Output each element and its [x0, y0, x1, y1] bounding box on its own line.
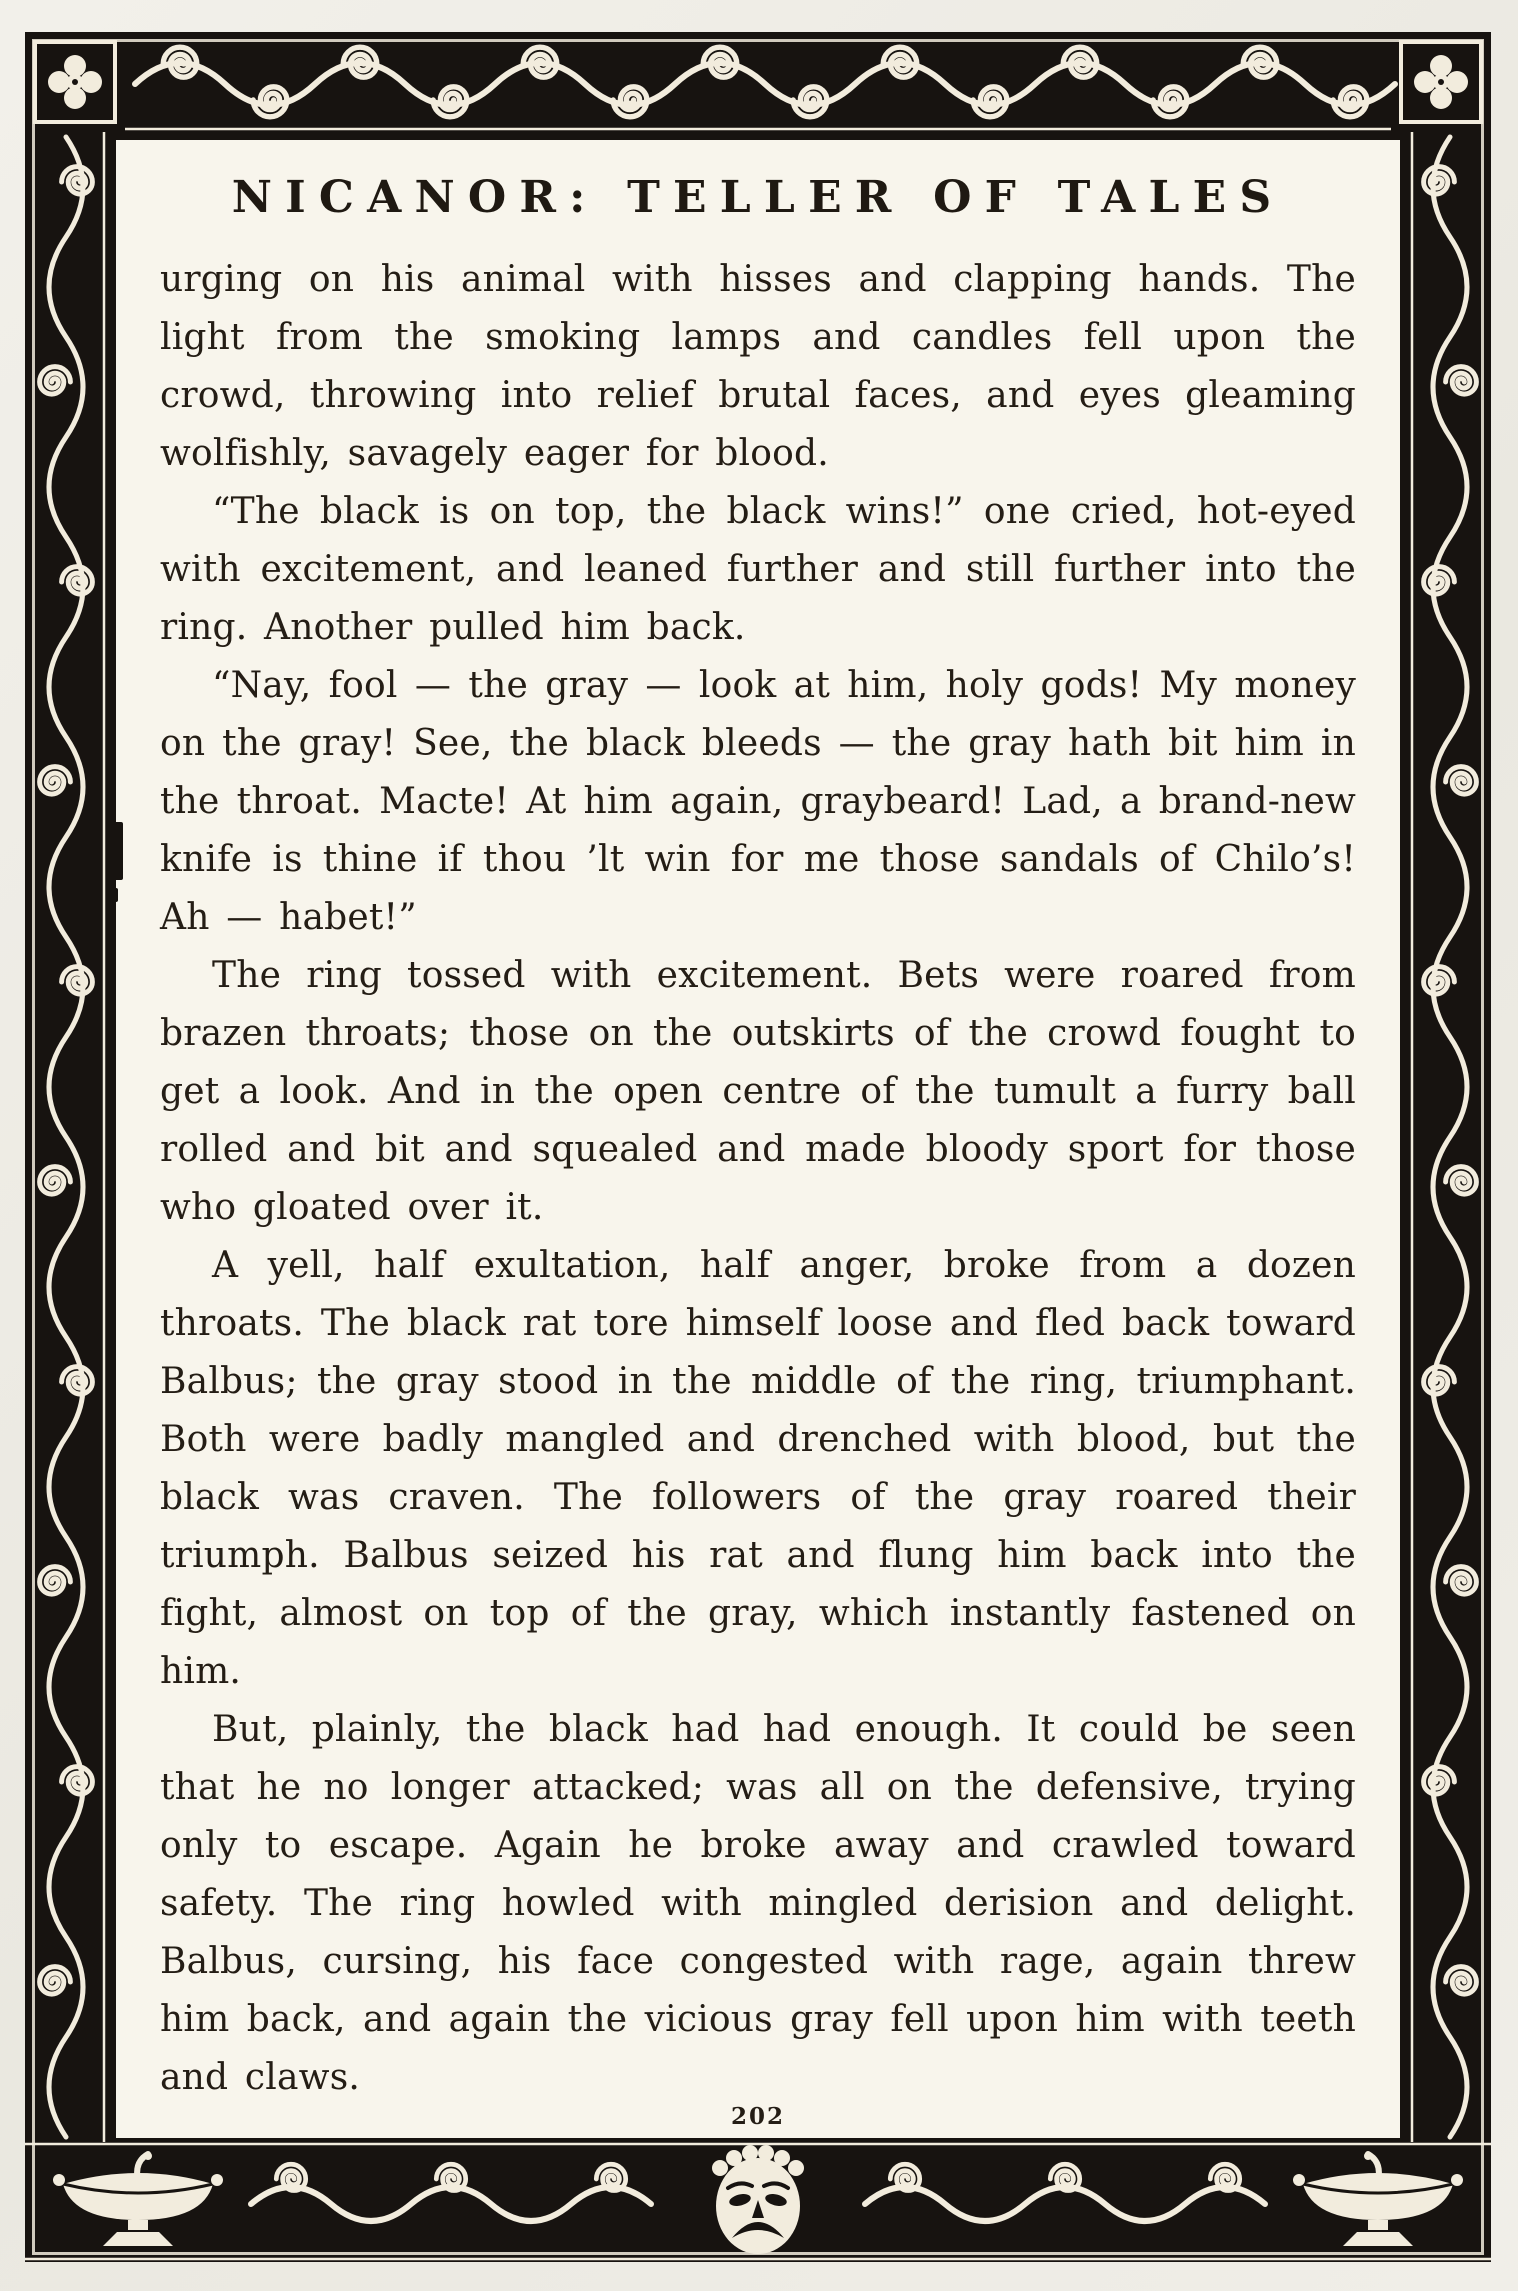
oil-lamp-icon	[53, 2152, 223, 2246]
tragic-mask-icon	[712, 2145, 804, 2254]
paragraph: A yell, half exultation, half anger, broke from a dozen throats. The black rat tore himself loose and fled back toward Balbus; the gray stood in the middle of the ring, triumphant. Both were badly mangled and drenched with blood, but the black was craven. The followers of the gray roared their triumph. Balbus seized his rat and flung him back into the fight, almost on top of the gray, which instantly fastened on him.	[160, 1245, 1356, 1692]
paragraph: “Nay, fool — the gray — look at him, holy gods! My money on the gray! See, the black bleeds — the gray hath bit him in the throat. Macte! At him again, graybeard! Lad, a brand-new knife is thine if thou ’lt win for me those sandals of Chilo’s! Ah — habet!”	[160, 665, 1356, 938]
ink-smudge	[109, 888, 118, 902]
oil-lamp-icon	[1293, 2152, 1463, 2246]
text-panel	[116, 140, 1400, 2138]
paragraph: “The black is on top, the black wins!” one cried, hot-eyed with excitement, and leaned further and still further into the ring. Another pulled him back.	[160, 491, 1356, 648]
page-number: 202	[730, 2103, 785, 2130]
scroll-spiral-icons	[40, 367, 71, 1995]
body-text	[160, 251, 1356, 2107]
top-ornament-band	[25, 32, 1491, 132]
paragraph: The ring tossed with excitement. Bets were roared from brazen throats; those on the outskirts of the crowd fought to get a look. And in the open centre of the tumult a furry ball rolled and bit and squealed and made bloody sport for those who gloated over it.	[160, 955, 1356, 1228]
corner-rosette-icon	[35, 42, 115, 122]
paragraph: urging on his animal with hisses and clapping hands. The light from the smoking lamps and candles fell upon the crowd, throwing into relief brutal faces, and eyes gleaming wolfishly, savagely eager for blood.	[160, 259, 1356, 474]
ink-smudge	[106, 822, 123, 880]
bottom-ornament-band	[25, 2142, 1491, 2262]
corner-rosette-icon	[1401, 42, 1481, 122]
left-ornament-band	[25, 132, 107, 2142]
page-title: NICANOR: TELLER OF TALES	[231, 172, 1285, 223]
right-ornament-band	[1409, 132, 1491, 2142]
scroll-spiral-icons	[1446, 367, 1477, 1995]
scroll-spiral-icons	[253, 87, 1367, 117]
paragraph: But, plainly, the black had had enough. It could be seen that he no longer attacked; was all on the defensive, trying only to escape. Again he broke away and crawled toward safety. The ring howled with mingled derision and delight. Balbus, cursing, his face congested with rage, again threw him back, and again the vicious gray fell upon him with teeth and claws.	[160, 1709, 1356, 2098]
